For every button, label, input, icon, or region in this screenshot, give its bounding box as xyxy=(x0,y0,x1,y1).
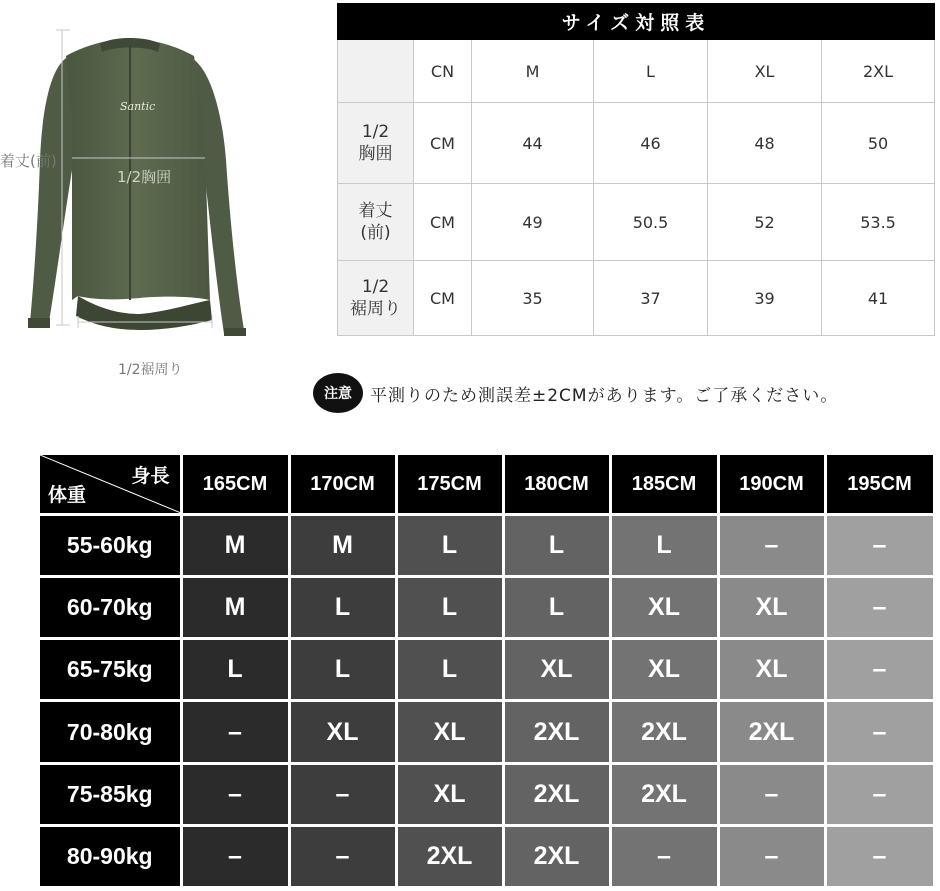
size-cell: L xyxy=(181,639,289,701)
height-axis-label: 身長 xyxy=(131,466,170,487)
size-cell: – xyxy=(718,515,825,577)
height-header: 185CM xyxy=(610,455,718,515)
size-cell: M xyxy=(289,515,396,577)
size-cell: – xyxy=(289,763,396,825)
size-cell: XL xyxy=(610,639,718,701)
height-header: 165CM xyxy=(181,455,289,515)
size-header: L xyxy=(594,40,708,103)
value-cell: 50.5 xyxy=(594,184,708,261)
row-label: 1/2 裾周り xyxy=(338,261,414,336)
height-header: 195CM xyxy=(825,455,934,515)
value-cell: 53.5 xyxy=(822,184,935,261)
size-header: 2XL xyxy=(822,40,935,103)
unit-cell: CM xyxy=(414,103,472,184)
weight-axis-label: 体重 xyxy=(48,485,87,506)
chest-label: 1/2胸囲 xyxy=(117,168,172,186)
fit-row xyxy=(40,825,934,887)
jersey-illustration xyxy=(0,0,330,380)
size-cell: M xyxy=(181,577,289,639)
size-chart-header-row xyxy=(338,40,935,103)
size-cell: XL xyxy=(610,577,718,639)
size-cell: – xyxy=(825,639,934,701)
fit-guide-table xyxy=(40,455,936,889)
size-header: M xyxy=(472,40,594,103)
value-cell: 48 xyxy=(708,103,822,184)
fit-header-row xyxy=(40,455,934,515)
size-cell: 2XL xyxy=(503,701,610,763)
size-chart-table xyxy=(337,3,935,336)
size-cell: XL xyxy=(718,639,825,701)
table-row xyxy=(338,261,935,336)
brand-logo-text: Santic xyxy=(120,100,156,113)
fit-corner-cell xyxy=(40,455,181,515)
value-cell: 39 xyxy=(708,261,822,336)
fit-row xyxy=(40,701,934,763)
size-cell: 2XL xyxy=(610,763,718,825)
jersey-image xyxy=(0,0,330,380)
note-text: 平測りのため測誤差±2CMがあります。ご了承ください。 xyxy=(370,385,839,406)
size-cell: 2XL xyxy=(718,701,825,763)
size-cell: 2XL xyxy=(396,825,503,887)
size-cell: – xyxy=(289,825,396,887)
size-header: XL xyxy=(708,40,822,103)
size-cell: L xyxy=(396,577,503,639)
weight-label: 55-60kg xyxy=(40,515,181,577)
height-header: 170CM xyxy=(289,455,396,515)
fit-row xyxy=(40,763,934,825)
weight-label: 65-75kg xyxy=(40,639,181,701)
value-cell: 41 xyxy=(822,261,935,336)
value-cell: 50 xyxy=(822,103,935,184)
size-cell: – xyxy=(825,701,934,763)
size-cell: XL xyxy=(396,701,503,763)
value-cell: 37 xyxy=(594,261,708,336)
unit-cell: CM xyxy=(414,184,472,261)
unit-header: CN xyxy=(414,40,472,103)
size-cell: – xyxy=(825,825,934,887)
header-empty-cell xyxy=(338,40,414,103)
size-cell: XL xyxy=(396,763,503,825)
value-cell: 46 xyxy=(594,103,708,184)
weight-label: 60-70kg xyxy=(40,577,181,639)
fit-row xyxy=(40,577,934,639)
size-cell: – xyxy=(718,825,825,887)
fit-row xyxy=(40,515,934,577)
size-cell: – xyxy=(181,763,289,825)
height-header: 175CM xyxy=(396,455,503,515)
row-label: 1/2 胸囲 xyxy=(338,103,414,184)
weight-label: 70-80kg xyxy=(40,701,181,763)
size-cell: – xyxy=(825,577,934,639)
unit-cell: CM xyxy=(414,261,472,336)
size-cell: 2XL xyxy=(503,763,610,825)
size-cell: – xyxy=(825,763,934,825)
hem-label: 1/2裾周り xyxy=(118,362,183,378)
size-cell: XL xyxy=(289,701,396,763)
value-cell: 35 xyxy=(472,261,594,336)
size-cell: – xyxy=(825,515,934,577)
height-header: 180CM xyxy=(503,455,610,515)
row-label: 着丈 (前) xyxy=(338,184,414,261)
size-cell: XL xyxy=(718,577,825,639)
size-cell: M xyxy=(181,515,289,577)
weight-label: 75-85kg xyxy=(40,763,181,825)
size-chart-title: サイズ対照表 xyxy=(338,4,935,40)
size-cell: L xyxy=(503,577,610,639)
table-row xyxy=(338,103,935,184)
value-cell: 44 xyxy=(472,103,594,184)
size-cell: 2XL xyxy=(610,701,718,763)
measurement-note xyxy=(316,376,838,410)
size-cell: L xyxy=(396,515,503,577)
size-cell: – xyxy=(181,825,289,887)
size-cell: XL xyxy=(503,639,610,701)
value-cell: 52 xyxy=(708,184,822,261)
length-label: 着丈(前) xyxy=(0,152,57,170)
fit-row xyxy=(40,639,934,701)
size-cell: – xyxy=(181,701,289,763)
height-header: 190CM xyxy=(718,455,825,515)
size-cell: L xyxy=(503,515,610,577)
note-badge: 注意 xyxy=(316,376,360,410)
size-cell: L xyxy=(289,639,396,701)
size-cell: – xyxy=(610,825,718,887)
weight-label: 80-90kg xyxy=(40,825,181,887)
size-cell: 2XL xyxy=(503,825,610,887)
size-cell: L xyxy=(396,639,503,701)
table-row xyxy=(338,184,935,261)
size-cell: L xyxy=(610,515,718,577)
size-cell: – xyxy=(718,763,825,825)
size-cell: L xyxy=(289,577,396,639)
value-cell: 49 xyxy=(472,184,594,261)
